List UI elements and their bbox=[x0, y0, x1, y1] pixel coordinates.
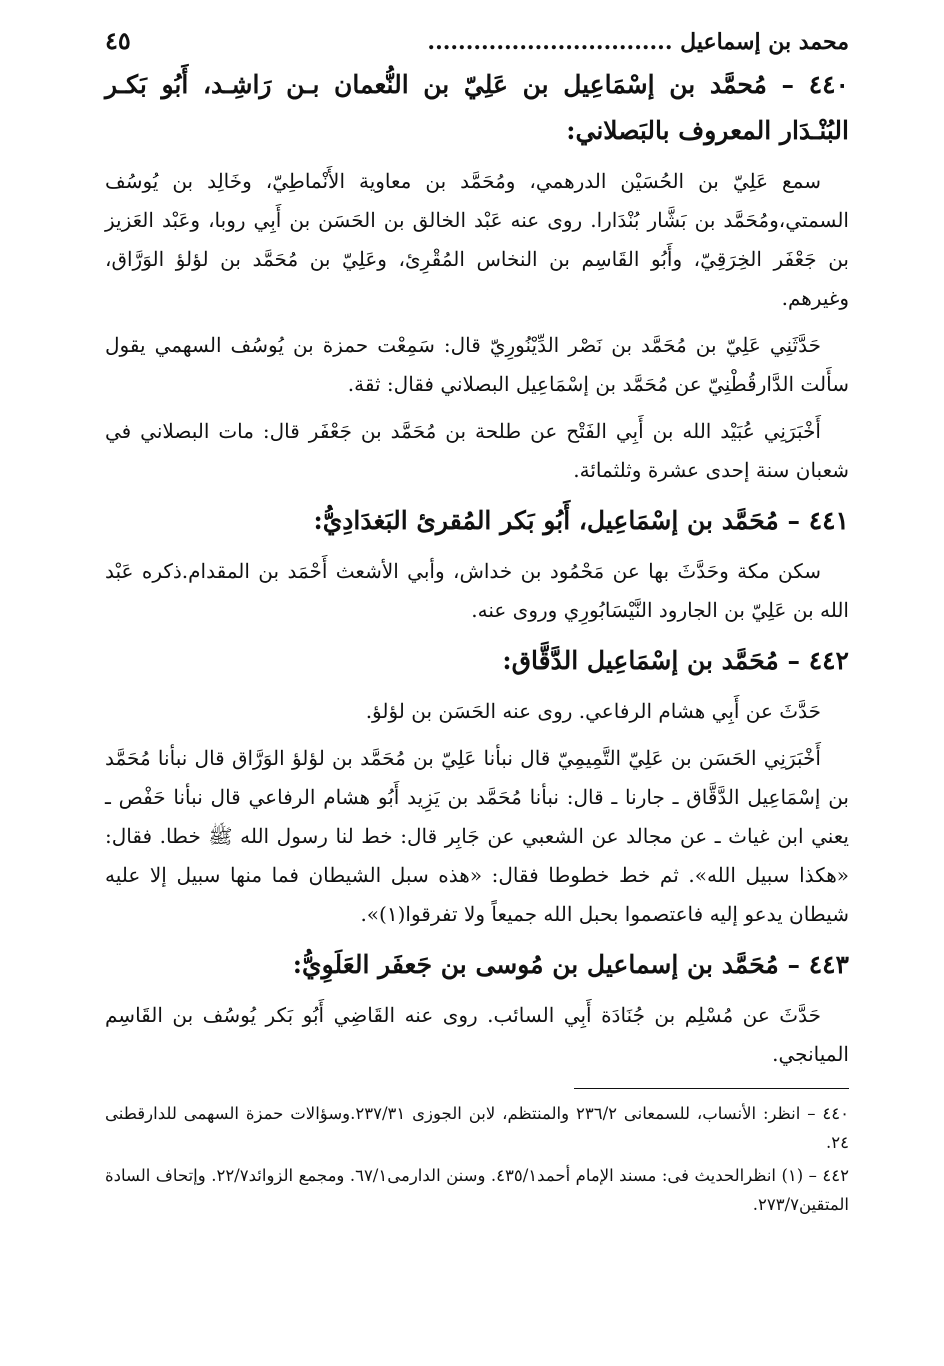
footnotes bbox=[105, 1088, 849, 1219]
entry-heading: ٤٤٢ – مُحَمَّد بن إسْمَاعِيل الدَّقَّاق: bbox=[502, 646, 849, 675]
entry-443 bbox=[105, 942, 849, 1074]
footnote-divider bbox=[574, 1088, 849, 1089]
entry-paragraph: سكن مكة وحَدَّثَ بها عن مَحْمُود بن خداش، وأبي الأشعث أَحْمَد بن المقدام.ذكره عَبْد الله بن عَلِيّ بن الجارود النَّيْسَابُورِي وروى عنه. bbox=[105, 559, 849, 622]
entry-440 bbox=[105, 62, 849, 490]
footnote-440: ٤٤٠ – انظر: الأنساب، للسمعانى ٢٣٦/٢ والمنتظم، لابن الجوزى ٢٣٧/٣١.وسؤالات حمزة السهمى للدارقطنى ٢٤. bbox=[105, 1104, 849, 1152]
entry-paragraph: أَخْبَرَنِي الحَسَن بن عَلِيّ التَّمِيمِيّ قال نبأنا عَلِيّ بن مُحَمَّد بن لؤلؤ الوَرَّاق قال نبأنا مُحَمَّد بن إسْمَاعِيل الدَّقَّاق ـ جارنا ـ قال: نبأنا مُحَمَّد بن يَزِيد أَبُو هشام الرفاعي قال نبأنا حَفْص ـ يعني ابن غياث ـ عن مجالد عن الشعبي عن جَابِر قال: خط لنا رسول الله ﷺ خطا. فقال: «هكذا سبيل الله». ثم خط خطوطا فقال: «هذه سبل الشيطان فما منها سبيل إلا عليه شيطان يدعو إليه فاعتصموا بحبل الله جميعاً ولا تفرقوا(١)». bbox=[105, 746, 849, 926]
running-title: محمد بن إسماعيل ................................ bbox=[427, 29, 849, 55]
entry-paragraph: حَدَّثَنِي عَلِيّ بن مُحَمَّد بن نَصْر الدِّيْنُورِيّ قال: سَمِعْت حمزة بن يُوسُف السهمي يقول سأَلت الدَّارقُطْنِيّ عن مُحَمَّد بن إسْمَاعِيل البصلاني فقال: ثقة. bbox=[105, 333, 849, 396]
running-header bbox=[105, 26, 849, 58]
entry-paragraph: حَدَّثَ عن مُسْلِم بن جُنَادَة أَبِي السائب. روى عنه القَاضِي أَبُو بَكر يُوسُف بن القَاسِم الميانجي. bbox=[105, 1003, 849, 1066]
entry-442 bbox=[105, 638, 849, 934]
entry-heading: ٤٤١ – مُحَمَّد بن إسْمَاعِيل، أَبُو بَكر المُقرئ البَغدَادِيُّ: bbox=[313, 506, 849, 535]
page-number: ٤٥ bbox=[105, 26, 131, 55]
footnote-442: ٤٤٢ – (١) انظرالحديث فى: مسند الإمام أحمد٤٣٥/١. وسنن الدارمى٦٧/١. ومجمع الزوائد٢٢/٧. وإتحاف السادة المتقين٢٧٣/٧. bbox=[105, 1166, 849, 1214]
entry-heading: ٤٤٠ – مُحمَّد بن إسْمَاعِيل بن عَلِيّ بن النُّعمان بـن رَاشِـد، أَبُو بَكـر البُنْـدَار المعروف بالبَصلاني: bbox=[105, 70, 849, 145]
entry-paragraph: حَدَّثَ عن أَبِي هشام الرفاعي. روى عنه الحَسَن بن لؤلؤ. bbox=[365, 699, 821, 723]
entry-paragraph: سمع عَلِيّ بن الحُسَيْن الدرهمي، ومُحَمَّد بن معاوية الأَنْماطِيّ، وخَالِد بن يُوسُف السمتي،ومُحَمَّد بن بَشَّار بُنْدَارا. روى عنه عَبْد الخالق بن الحَسَن بن أَبِي روبا، وعَبْد العَزيز بن جَعْفَر الخِرَقِيّ، وأَبُو القَاسِم بن النخاس المُقْرِئ، وعَلِيّ بن مُحَمَّد بن لؤلؤ الوَرَّاق، وغيرهم. bbox=[105, 169, 849, 310]
entry-441 bbox=[105, 498, 849, 630]
entry-heading: ٤٤٣ – مُحَمَّد بن إسماعيل بن مُوسى بن جَعفَر العَلَوِيُّ: bbox=[292, 950, 849, 979]
entry-paragraph: أَخْبَرَنِي عُبَيْد الله بن أَبِي الفَتْح عن طلحة بن مُحَمَّد بن جَعْفَر قال: مات البصلاني في شعبان سنة إحدى عشرة وثلثمائة. bbox=[105, 419, 849, 482]
